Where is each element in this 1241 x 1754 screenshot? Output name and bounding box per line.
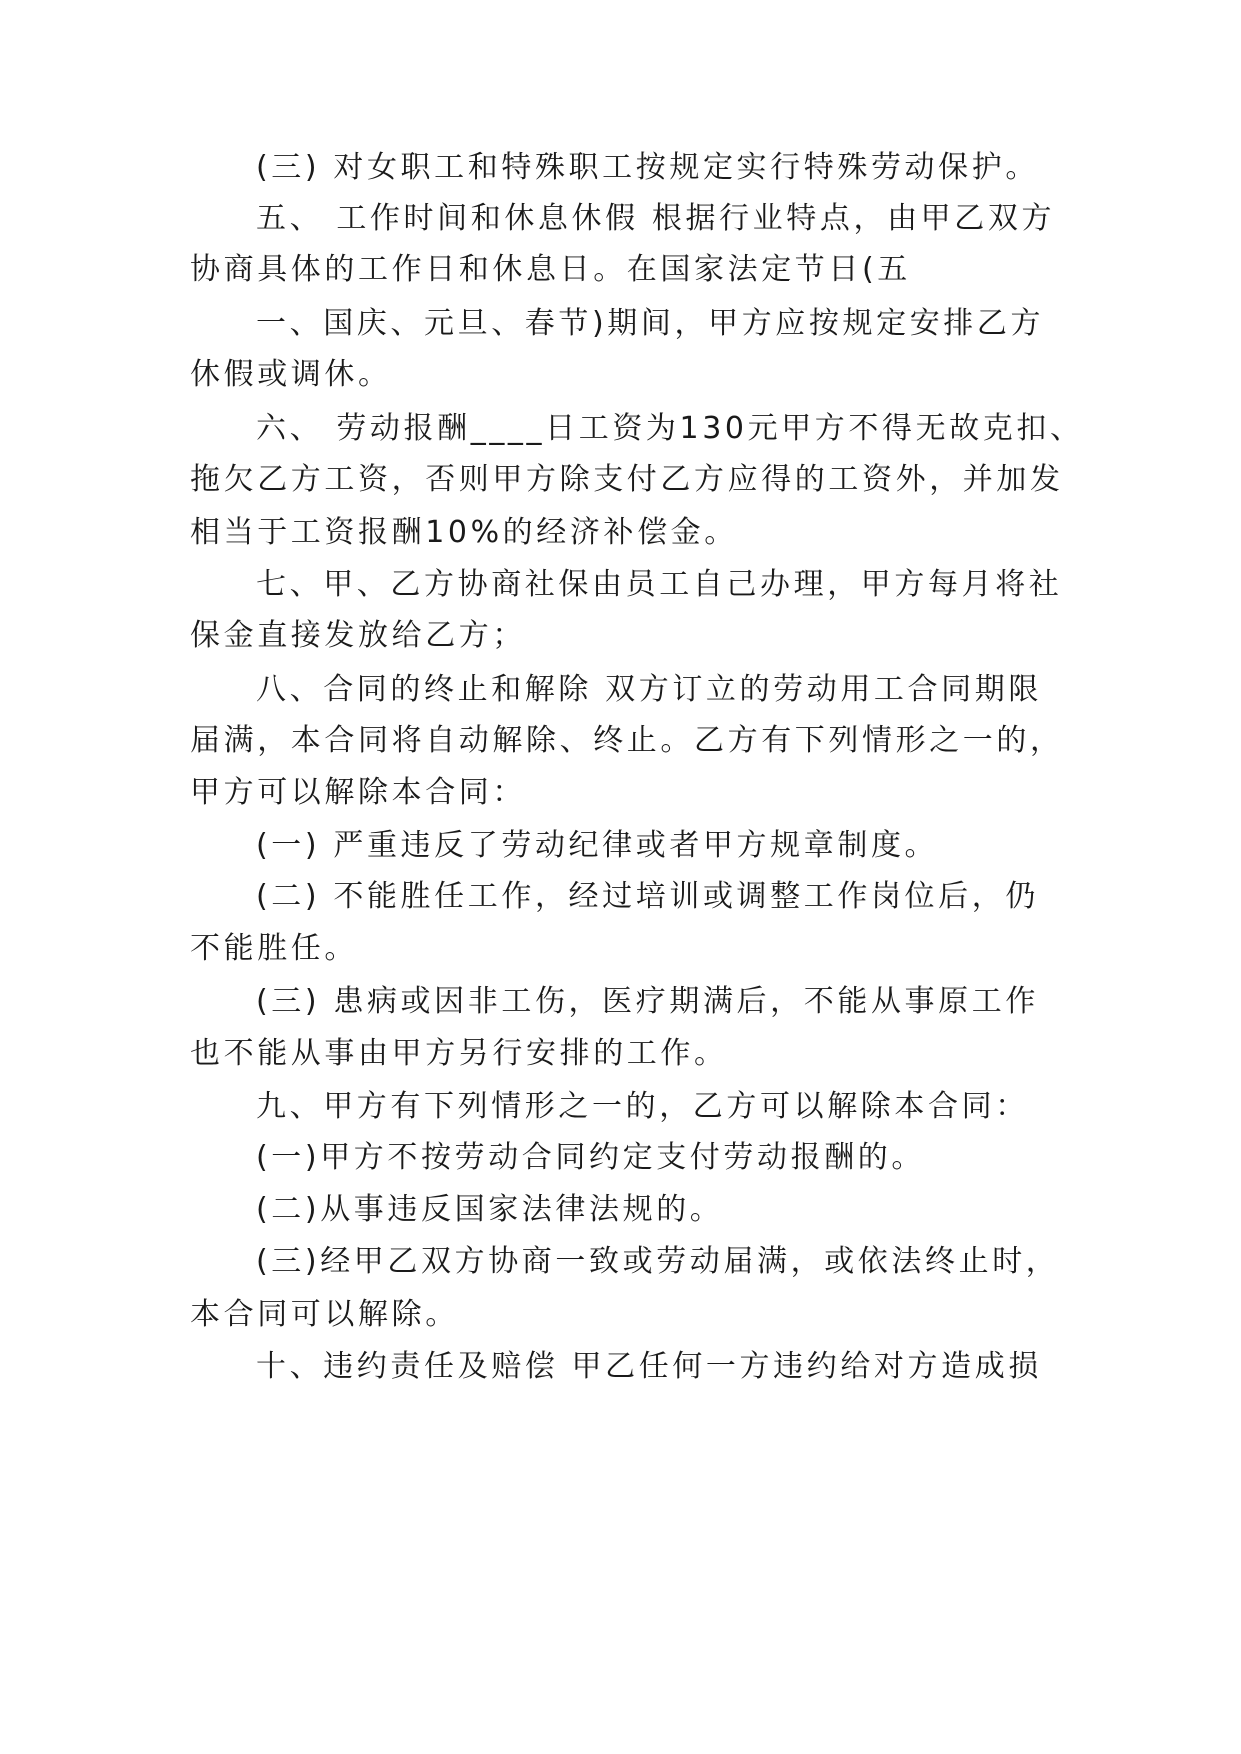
text-line: 本合同可以解除。 <box>190 1297 459 1332</box>
text-line: 休假或调休。 <box>190 357 392 392</box>
text-line: 届满，本合同将自动解除、终止。乙方有下列情形之一的， <box>190 723 1064 758</box>
text-line: 也不能从事由甲方另行安排的工作。 <box>190 1036 728 1071</box>
text-line: 相当于工资报酬10%的经济补偿金。 <box>190 515 738 550</box>
text-line: 九、甲方有下列情形之一的，乙方可以解除本合同： <box>256 1089 1029 1124</box>
text-line: (一) 严重违反了劳动纪律或者甲方规章制度。 <box>256 828 939 863</box>
text-line: 协商具体的工作日和休息日。在国家法定节日(五 <box>190 252 911 287</box>
text-line: (二)从事违反国家法律法规的。 <box>256 1192 724 1227</box>
text-line: (三)经甲乙双方协商一致或劳动届满，或依法终止时， <box>256 1244 1060 1279</box>
text-line: (三) 对女职工和特殊职工按规定实行特殊劳动保护。 <box>256 150 1039 185</box>
text-line: 五、 工作时间和休息休假 根据行业特点，由甲乙双方 <box>256 201 1056 236</box>
text-line: 六、 劳动报酬____日工资为130元甲方不得无故克扣、 <box>256 411 1084 446</box>
text-line: (三) 患病或因非工伤，医疗期满后，不能从事原工作 <box>256 984 1039 1019</box>
text-line: 不能胜任。 <box>190 931 358 966</box>
text-line: 拖欠乙方工资，否则甲方除支付乙方应得的工资外，并加发 <box>190 462 1064 497</box>
text-line: 保金直接发放给乙方； <box>190 618 526 653</box>
text-line: 甲方可以解除本合同： <box>190 775 526 810</box>
text-line: 一、国庆、元旦、春节)期间，甲方应按规定安排乙方 <box>256 306 1045 341</box>
text-line: (一)甲方不按劳动合同约定支付劳动报酬的。 <box>256 1140 926 1175</box>
text-line: (二) 不能胜任工作，经过培训或调整工作岗位后，仍 <box>256 879 1039 914</box>
text-line: 十、违约责任及赔偿 甲乙任何一方违约给对方造成损 <box>256 1349 1042 1384</box>
text-line: 八、合同的终止和解除 双方订立的劳动用工合同期限 <box>256 672 1042 707</box>
text-line: 七、甲、乙方协商社保由员工自己办理，甲方每月将社 <box>256 567 1063 602</box>
